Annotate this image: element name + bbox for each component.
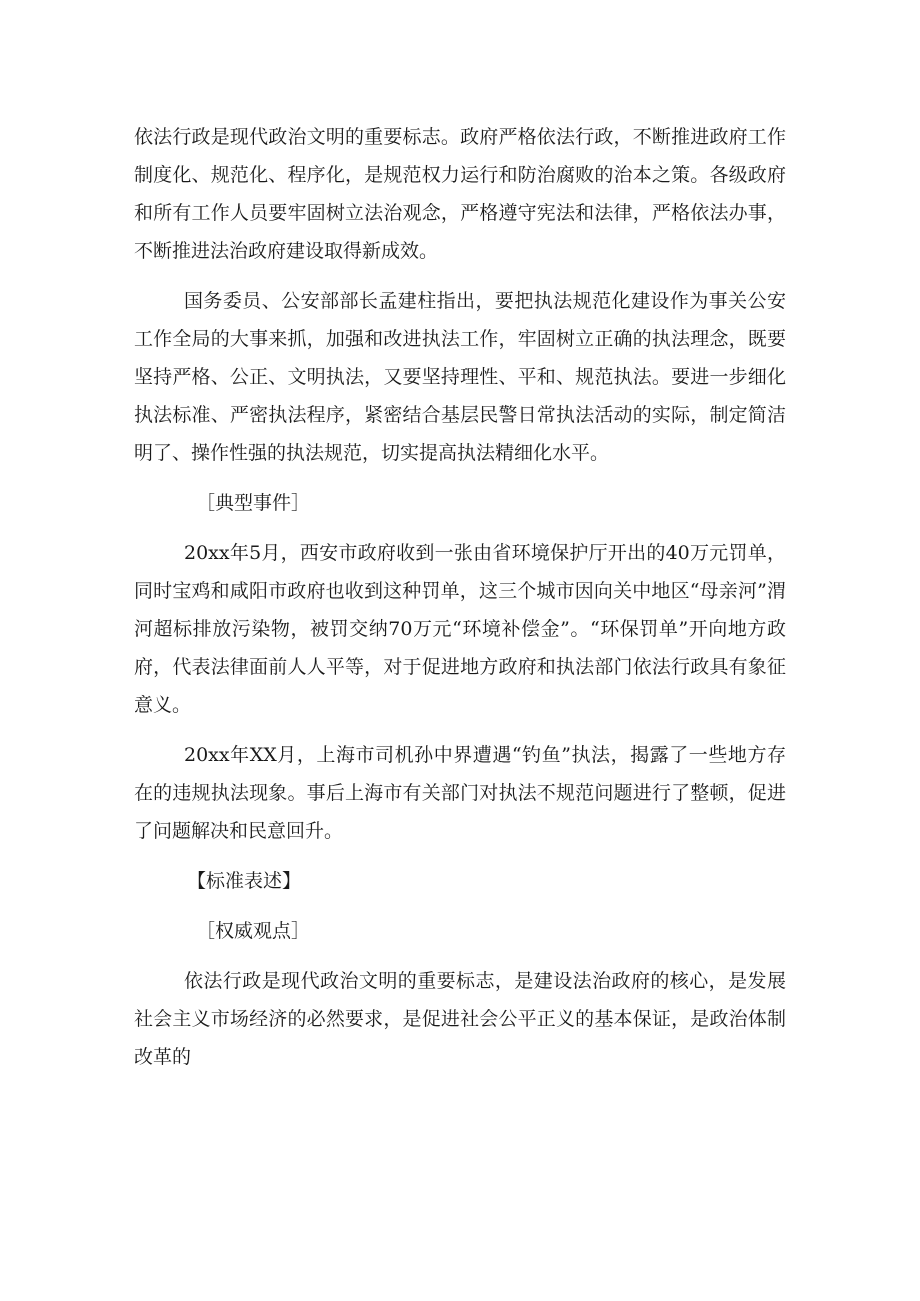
paragraph-1: 依法行政是现代政治文明的重要标志。政府严格依法行政，不断推进政府工作制度化、规范化、程序化，是规范权力运行和防治腐败的治本之策。各级政府和所有工作人员要牢固树立法治观念，严格遵守宪法和法律，严格依法办事，不断推进法治政府建设取得新成效。: [134, 126, 786, 262]
section-heading-standard-statement: 【标准表述】: [187, 870, 302, 892]
paragraph-5: 依法行政是现代政治文明的重要标志，是建设法治政府的核心，是发展社会主义市场经济的必然要求，是促进社会公平正义的基本保证，是政治体制改革的: [134, 970, 786, 1068]
section-heading-typical-events: ［典型事件］: [196, 492, 311, 514]
paragraph-2: 国务委员、公安部部长孟建柱指出，要把执法规范化建设作为事关公安工作全局的大事来抓，加强和改进执法工作，牢固树立正确的执法理念，既要坚持严格、公正、文明执法，又要坚持理性、平和、规范执法。要进一步细化执法标准、严密执法程序，紧密结合基层民警日常执法活动的实际，制定简洁明了、操作性强的执法规范，切实提高执法精细化水平。: [134, 290, 786, 464]
section-heading-authoritative-views: ［权威观点］: [196, 920, 311, 942]
document-body: [134, 118, 786, 1076]
paragraph-4: 20xx年XX月，上海市司机孙中界遭遇“钓鱼”执法，揭露了一些地方存在的违规执法现象。事后上海市有关部门对执法不规范问题进行了整顿，促进了问题解决和民意回升。: [134, 744, 786, 842]
paragraph-3: 20xx年5月，西安市政府收到一张由省环境保护厅开出的40万元罚单，同时宝鸡和咸阳市政府也收到这种罚单，这三个城市因向关中地区“母亲河”渭河超标排放污染物，被罚交纳70万元“环境补偿金”。“环保罚单”开向地方政府，代表法律面前人人平等，对于促进地方政府和执法部门依法行政具有象征意义。: [134, 542, 786, 716]
